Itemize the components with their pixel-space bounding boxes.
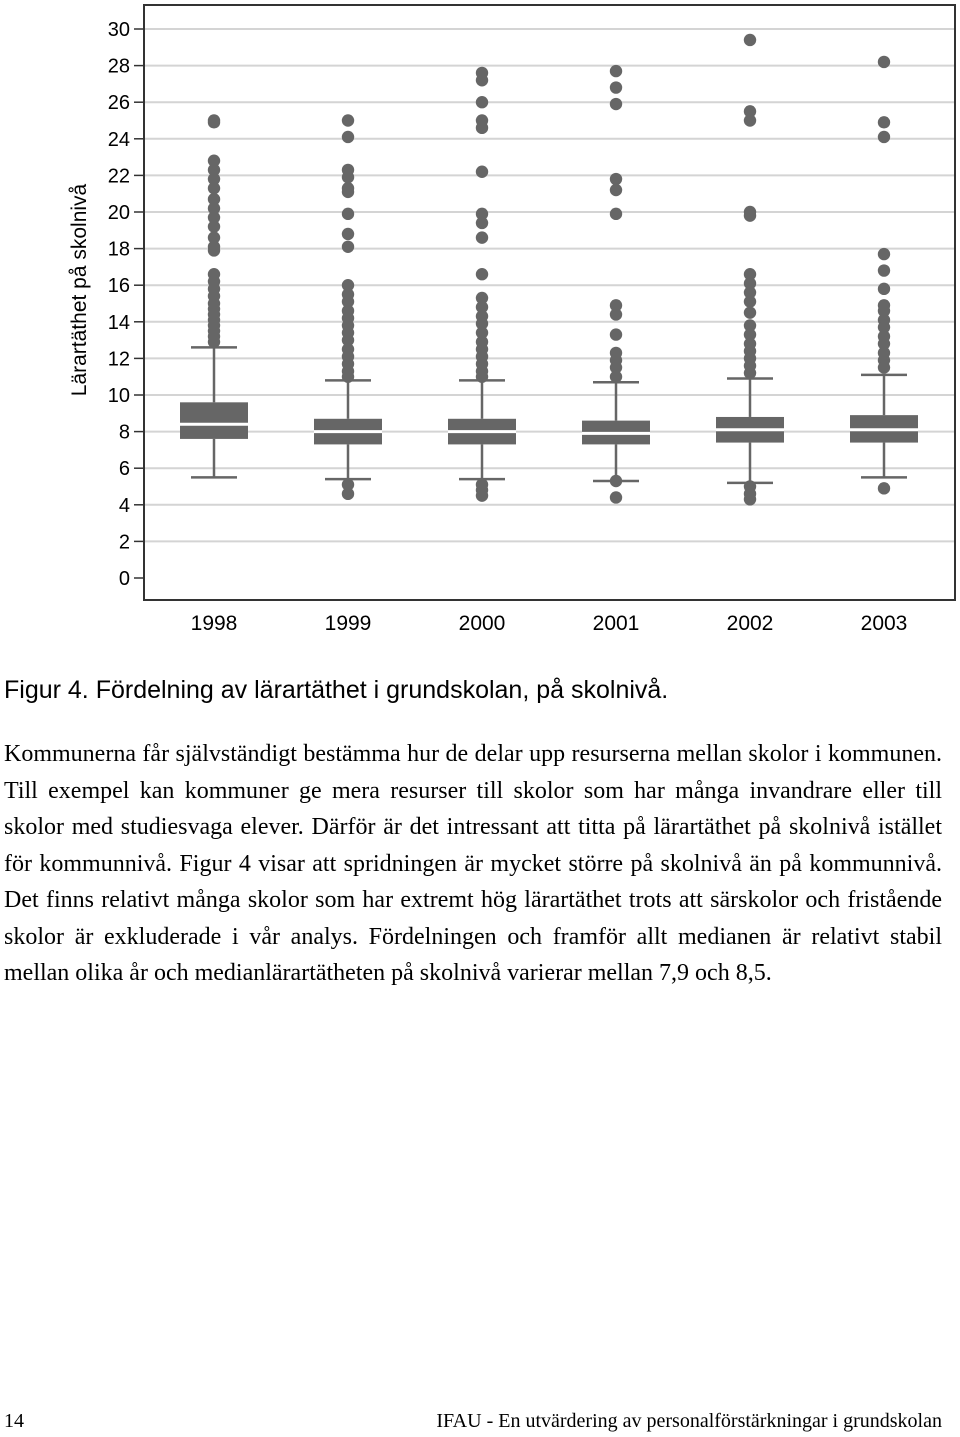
y-tick-label: 20 — [107, 202, 130, 224]
outlier-point — [342, 131, 354, 143]
outlier-point — [610, 491, 622, 503]
y-tick-label: 10 — [107, 385, 130, 407]
footer-separator: - — [481, 1410, 499, 1432]
y-tick-label: 18 — [107, 238, 130, 261]
outlier-point — [610, 173, 622, 185]
outlier-point — [476, 371, 488, 383]
x-tick-label: 2001 — [592, 612, 640, 635]
y-tick-label: 8 — [118, 421, 130, 444]
outlier-point — [610, 328, 622, 340]
y-axis-label: Lärartäthet på skolnivå — [68, 183, 91, 397]
outlier-point — [342, 171, 354, 183]
y-tick-label: 2 — [118, 531, 130, 554]
x-tick-label: 1999 — [324, 612, 372, 635]
y-tick-label: 30 — [107, 19, 130, 41]
outlier-point — [878, 116, 890, 128]
outlier-point — [610, 308, 622, 320]
outlier-point — [610, 65, 622, 77]
x-axis — [191, 612, 908, 635]
outlier-point — [744, 493, 756, 505]
outlier-point — [342, 241, 354, 253]
outlier-point — [342, 488, 354, 500]
outlier-point — [878, 482, 890, 494]
footer-org: IFAU — [436, 1410, 482, 1432]
x-tick-label: 2000 — [458, 612, 506, 635]
outlier-point — [878, 131, 890, 143]
y-tick-label: 0 — [118, 568, 130, 590]
y-tick-label: 24 — [107, 128, 130, 151]
page-number: 14 — [4, 1410, 24, 1432]
x-tick-label: 2002 — [726, 612, 774, 635]
outlier-point — [208, 220, 220, 232]
y-tick-label: 22 — [107, 165, 130, 188]
outlier-point — [476, 217, 488, 229]
y-tick-label: 14 — [107, 311, 130, 334]
outlier-point — [342, 186, 354, 198]
outlier-point — [878, 283, 890, 295]
outlier-point — [342, 228, 354, 240]
y-tick-label: 16 — [107, 275, 130, 298]
outlier-point — [476, 489, 488, 501]
y-tick-label: 12 — [107, 348, 130, 371]
outlier-point — [208, 182, 220, 194]
outlier-point — [744, 295, 756, 307]
body-paragraph: Kommunerna får självständigt bestämma hur de delar upp resurserna mellan skolor i kommunen. Till exempel kan kommuner ge mera resurser till skolor som har många invandrare eller till skolor med studiesvaga elever. Därför är det intressant att titta på lärartäthet på skolnivå istället för kommunnivå. Figur 4 visar att spridningen är mycket större på skolnivå än på kommunnivå. Det finns relativt många skolor som har extremt hög lärartäthet trots att särskolor och fristående skolor är exkluderade i vår analys. Fördelningen och framför allt medianen är relativt stabil mellan olika år och medianlärartätheten på skolnivå varierar mellan 7,9 och 8,5. — [4, 741, 942, 986]
outlier-point — [476, 268, 488, 280]
footer-title: En utvärdering av personalförstärkningar i grundskolan — [498, 1410, 942, 1432]
y-tick-label: 4 — [118, 494, 130, 517]
outlier-point — [342, 114, 354, 126]
outlier-point — [342, 371, 354, 383]
outlier-point — [610, 184, 622, 196]
outlier-point — [744, 209, 756, 221]
outlier-point — [878, 264, 890, 276]
outlier-point — [476, 122, 488, 134]
outlier-point — [744, 114, 756, 126]
x-tick-label: 1998 — [190, 612, 238, 635]
outlier-point — [744, 306, 756, 318]
figure-caption: Figur 4. Fördelning av lärartäthet i grundskolan, på skolnivå. — [4, 676, 669, 704]
outlier-point — [476, 166, 488, 178]
outlier-point — [610, 208, 622, 220]
outlier-point — [744, 367, 756, 379]
outlier-point — [610, 475, 622, 487]
outlier-point — [878, 248, 890, 260]
outlier-point — [208, 244, 220, 256]
outlier-point — [476, 74, 488, 86]
y-tick-label: 26 — [107, 92, 130, 115]
outlier-point — [610, 98, 622, 110]
plot-frame — [144, 5, 955, 600]
outlier-point — [208, 336, 220, 348]
boxplot-chart — [0, 0, 960, 650]
y-axis — [108, 19, 144, 590]
outlier-point — [342, 208, 354, 220]
x-tick-label: 2003 — [860, 612, 908, 635]
y-tick-label: 28 — [107, 55, 130, 78]
outlier-point — [878, 361, 890, 373]
iqr-box — [180, 402, 248, 439]
outlier-point — [610, 371, 622, 383]
outlier-point — [476, 231, 488, 243]
outlier-point — [476, 96, 488, 108]
outlier-point — [878, 56, 890, 68]
running-footer — [436, 1410, 942, 1433]
outlier-point — [610, 81, 622, 93]
outlier-point — [744, 34, 756, 46]
outlier-point — [208, 116, 220, 128]
y-tick-label: 6 — [118, 458, 130, 481]
